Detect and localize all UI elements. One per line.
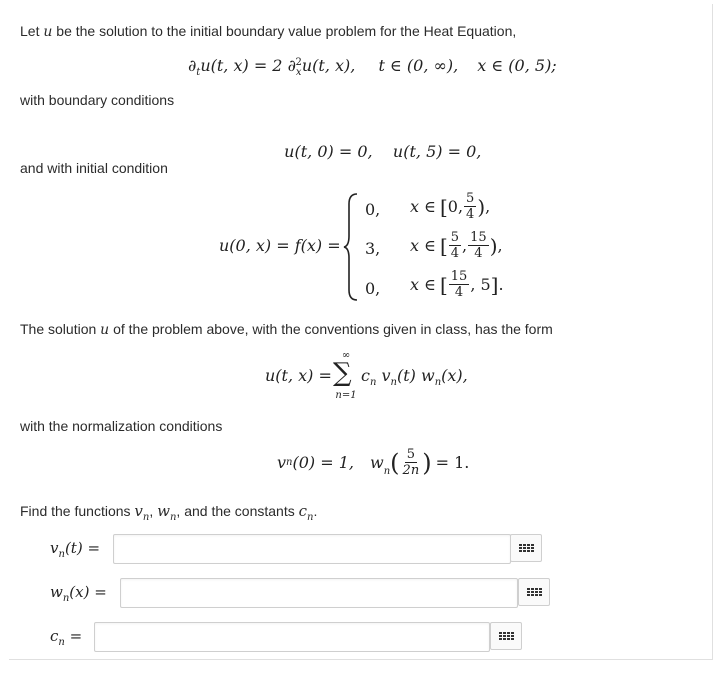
- sum-upper: ∞: [341, 350, 351, 361]
- heat-equation: $\partial_tu(t$, x) = 2 $\partial_x^2u(t$, x), t ∈ (0, ∞), x ∈ (0, 5);: [188, 56, 557, 79]
- initial-label: and with initial condition: [20, 160, 168, 176]
- grid-keypad-icon: [519, 544, 534, 552]
- boundary-label: with boundary conditions: [20, 92, 175, 108]
- keypad-button-cn[interactable]: [490, 622, 522, 650]
- keypad-button-wn[interactable]: [518, 578, 550, 606]
- keypad-button-vn[interactable]: [510, 534, 542, 562]
- normalization-conditions: v n (0) = 1, w $_n$ ( $\frac{5}{2n}$ ) = 1.: [277, 447, 470, 478]
- answer-label-vn: $v_n(t)$ =: [50, 539, 101, 560]
- solution-text: The solution u of the problem above, with the conventions given in class, has the form: [20, 321, 553, 338]
- normalization-label: with the normalization conditions: [20, 418, 223, 434]
- boundary-conditions: u(t, 0) = 0, u(t, 5) = 0,: [284, 142, 482, 161]
- series-term: $c_n$ $v_n(t)$ $w_n(x)$,: [361, 366, 468, 389]
- case-1-interval: x ∈ [ 0, $\frac{5}{4}$ ) ,: [410, 191, 491, 222]
- sum-symbol: ∑: [333, 358, 352, 388]
- case-1-value: 0,: [365, 200, 381, 219]
- case-3-interval: x ∈ [ $\frac{15}{4}$ , 5 ] .: [410, 269, 504, 300]
- case-2-interval: x ∈ [ $\frac{5}{4}$ , $\frac{15}{4}$ ) ,: [410, 230, 503, 261]
- answer-label-cn: $c_n$ =: [50, 627, 83, 648]
- answer-label-wn: $w_n(x)$ =: [50, 583, 107, 604]
- answer-input-vn[interactable]: [113, 534, 511, 564]
- sum-lower: n=1: [335, 390, 357, 401]
- initial-condition-lhs: u(0, x) = f(x) =: [219, 236, 341, 255]
- find-text: Find the functions $v_n$, $w_n$, and the constants $c_n$.: [20, 502, 318, 523]
- intro-text: Let u be the solution to the initial boundary value problem for the Heat Equation,: [20, 23, 517, 40]
- answer-input-cn[interactable]: [94, 622, 490, 652]
- case-2-value: 3,: [365, 239, 381, 258]
- grid-keypad-icon: [527, 588, 542, 596]
- series-lhs: u(t, x) =: [265, 366, 332, 385]
- grid-keypad-icon: [499, 632, 514, 640]
- answer-input-wn[interactable]: [120, 578, 518, 608]
- left-brace: [343, 192, 359, 302]
- case-3-value: 0,: [365, 279, 381, 298]
